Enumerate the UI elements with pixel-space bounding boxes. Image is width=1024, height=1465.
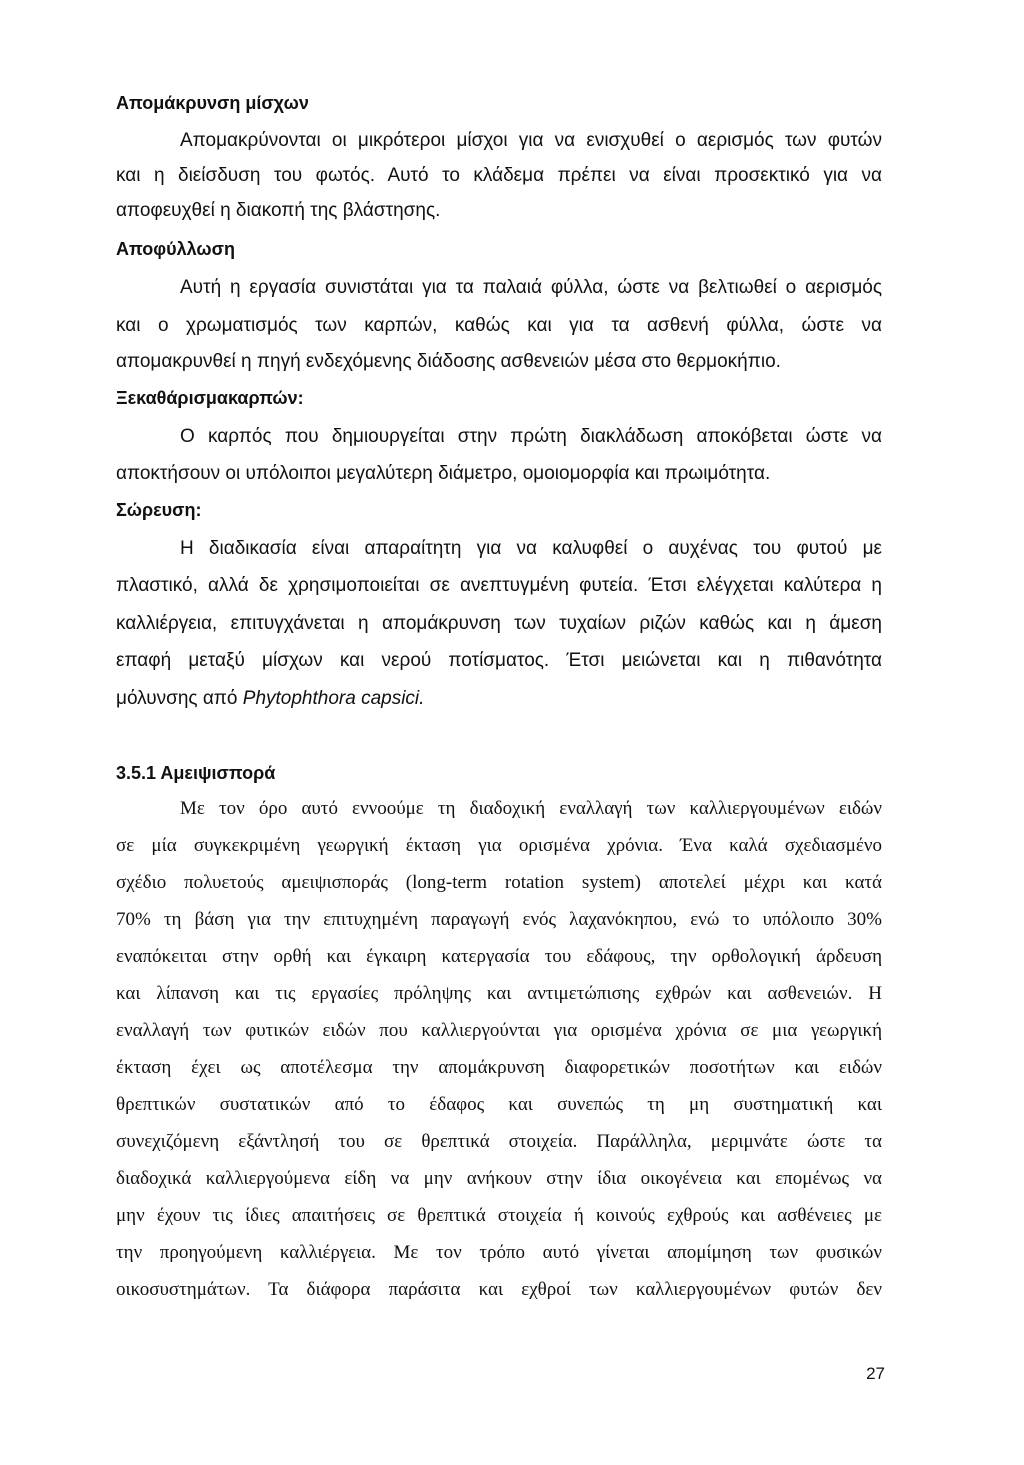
paragraph-line: και ο χρωματισμός των καρπών, καθώς και για τα ασθενή φύλλα, ώστε να <box>116 315 882 336</box>
paragraph-line: αποφευχθεί η διακοπή της βλάστησης. <box>116 200 441 221</box>
paragraph-line: Η διαδικασία είναι απαραίτητη για να καλυφθεί ο αυχένας του φυτού με <box>180 538 882 559</box>
paragraph-line: αποκτήσουν οι υπόλοιποι μεγαλύτερη διάμετρο, ομοιομορφία και πρωιμότητα. <box>116 463 771 484</box>
paragraph-line: Αυτή η εργασία συνιστάται για τα παλαιά φύλλα, ώστε να βελτιωθεί ο αερισμός <box>180 277 882 298</box>
paragraph-line: σχέδιο πολυετούς αμειψισποράς (long-term rotation system) αποτελεί μέχρι και κατά <box>116 872 882 893</box>
paragraph-line: έκταση έχει ως αποτέλεσμα την απομάκρυνση διαφορετικών ποσοτήτων και ειδών <box>116 1057 882 1078</box>
paragraph-line: σε μία συγκεκριμένη γεωργική έκταση για ορισμένα χρόνια. Ένα καλά σχεδιασμένο <box>116 835 882 856</box>
paragraph-line: συνεχιζόμενη εξάντλησή του σε θρεπτικά στοιχεία. Παράλληλα, μεριμνάτε ώστε τα <box>116 1131 882 1152</box>
paragraph-line: εναπόκειται στην ορθή και έγκαιρη κατεργασία του εδάφους, την ορθολογική άρδευση <box>116 946 882 967</box>
paragraph-line: και λίπανση και τις εργασίες πρόληψης και αντιμετώπισης εχθρών και ασθενειών. Η <box>116 983 882 1004</box>
heading-fruit-thinning: Ξεκαθάρισμακαρπών: <box>116 388 304 408</box>
paragraph-line: 70% τη βάση για την επιτυχημένη παραγωγή ενός λαχανόκηπου, ενώ το υπόλοιπο 30% <box>116 909 882 930</box>
section-number: 3.5.1 <box>116 763 157 783</box>
heading-earthing-up: Σώρευση: <box>116 500 202 520</box>
paragraph-line: πλαστικό, αλλά δε χρησιμοποιείται σε ανεπτυγμένη φυτεία. Έτσι ελέγχεται καλύτερα η <box>116 575 882 596</box>
paragraph-line: μην έχουν τις ίδιες απαιτήσεις σε θρεπτικά στοιχεία ή κοινούς εχθρούς και ασθένειες με <box>116 1205 882 1226</box>
heading-stem-removal: Απομάκρυνση μίσχων <box>116 93 309 113</box>
paragraph-line: θρεπτικών συστατικών από το έδαφος και συνεπώς τη μη συστηματική και <box>116 1094 882 1115</box>
page-number: 27 <box>866 1364 885 1383</box>
paragraph-line: εναλλαγή των φυτικών ειδών που καλλιεργούνται για ορισμένα χρόνια σε μια γεωργική <box>116 1020 882 1041</box>
heading-crop-rotation <box>116 761 882 785</box>
paragraph-line: Με τον όρο αυτό εννοούμε τη διαδοχική εναλλαγή των καλλιεργουμένων ειδών <box>180 798 882 819</box>
paragraph-line: απομακρυνθεί η πηγή ενδεχόμενης διάδοσης ασθενειών μέσα στο θερμοκήπιο. <box>116 351 781 372</box>
paragraph-line: και η διείσδυση του φωτός. Αυτό το κλάδεμα πρέπει να είναι προσεκτικό για να <box>116 165 882 186</box>
paragraph-line: διαδοχικά καλλιεργούμενα είδη να μην ανήκουν στην ίδια οικογένεια και επομένως να <box>116 1168 882 1189</box>
paragraph-line: οικοσυστημάτων. Τα διάφορα παράσιτα και εχθροί των καλλιεργουμένων φυτών δεν <box>116 1279 882 1300</box>
paragraph-line: καλλιέργεια, επιτυγχάνεται η απομάκρυνση των τυχαίων ριζών καθώς και η άμεση <box>116 613 882 634</box>
text-run: μόλυνσης από <box>116 688 243 709</box>
heading-defoliation: Αποφύλλωση <box>116 239 235 259</box>
paragraph-line: Απομακρύνονται οι μικρότεροι μίσχοι για να ενισχυθεί ο αερισμός των φυτών <box>180 130 882 151</box>
section-title: Αμειψισπορά <box>160 763 276 783</box>
paragraph-line: Ο καρπός που δημιουργείται στην πρώτη διακλάδωση αποκόβεται ώστε να <box>180 426 882 447</box>
paragraph-line-last <box>116 687 882 711</box>
paragraph-line: επαφή μεταξύ μίσχων και νερού ποτίσματος. Έτσι μειώνεται και η πιθανότητα <box>116 650 882 671</box>
paragraph-line: την προηγούμενη καλλιέργεια. Με τον τρόπο αυτό γίνεται απομίμηση των φυσικών <box>116 1242 882 1263</box>
species-name: Phytophthora capsici. <box>242 688 425 709</box>
